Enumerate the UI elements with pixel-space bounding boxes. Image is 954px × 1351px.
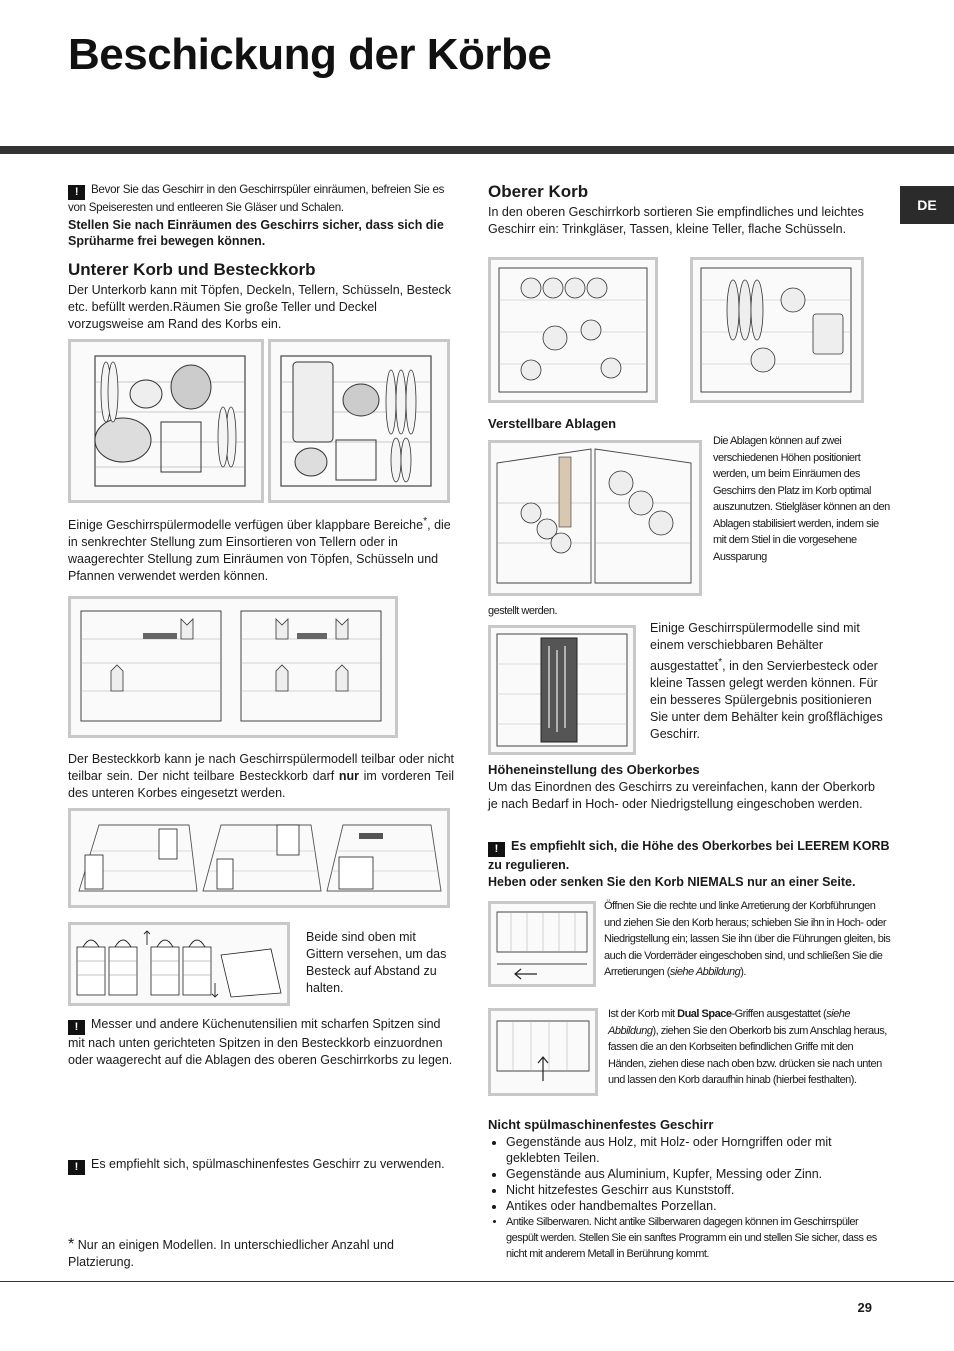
container-text-b: , in den Servierbesteck oder kleine Tassen gelegt werden können. Für ein besseres Spülergebnis positionieren Sie unter dem Behälter kein großflächiges Geschirr. <box>650 659 883 742</box>
knife-warning: Messer und andere Küchenutensilien mit scharfen Spitzen sind mit nach unten gerichteten Spitzen in den Besteckkorb einzuordnen oder waagerecht auf die Ablagen des oberen Geschirrkorbs zu legen. <box>68 1017 453 1067</box>
list-item: • Antikes oder handbemaltes Porzellan. <box>506 1198 888 1214</box>
cutlery-text-b: im vorderen Teil des unteren Korbes eingesetzt werden. <box>68 769 454 800</box>
intro-block <box>68 182 454 250</box>
warning-icon: ! <box>68 1160 85 1175</box>
dual-text-a: Ist der Korb mit <box>608 1008 678 1020</box>
container-text-block <box>650 620 890 743</box>
adjustable-shelves-image <box>488 440 702 596</box>
fold-section <box>68 513 454 585</box>
cutlery-text-a: Der Besteckkorb kann je nach Geschirrspülermodell teilbar oder nicht teilbar sein. Der nicht teilbare Besteckkorb darf <box>68 752 454 783</box>
shelves-text-end-block <box>488 603 688 620</box>
page-title: Beschickung der Körbe <box>68 30 552 79</box>
height-warning: Es empfiehlt sich, die Höhe des Oberkorbes bei LEEREM KORB zu regulieren. <box>488 839 890 872</box>
dual-bold: Dual Space <box>677 1008 732 1020</box>
grid-caption: Beide sind oben mit Gittern versehen, um das Besteck auf Abstand zu halten. <box>306 930 447 995</box>
footnote-star: * <box>68 1236 75 1253</box>
lower-basket-image-2 <box>268 339 450 503</box>
lower-basket-section <box>68 260 454 333</box>
height-warning-block <box>488 838 898 891</box>
upper-heading: Oberer Korb <box>488 182 589 201</box>
grid-caption-block <box>306 929 454 997</box>
page-number: 29 <box>857 1300 872 1315</box>
footnote-block <box>68 1236 454 1271</box>
height-heading: Höheneinstellung des Oberkorbes <box>488 762 700 777</box>
shelves-heading-block <box>488 416 888 431</box>
header-bar <box>0 146 954 154</box>
cutlery-basket-positions-image <box>68 808 450 908</box>
fold-text-a: Einige Geschirrspülermodelle verfügen über klappbare Bereiche <box>68 518 424 533</box>
upper-basket-section <box>488 182 888 238</box>
dual-text-block <box>608 1006 892 1089</box>
upper-text: In den oberen Geschirrkorb sortieren Sie empfindliches und leichtes Geschirr ein: Trinkgläser, Tassen, kleine Teller, flache Schüsseln. <box>488 205 864 236</box>
safe-warning-block <box>68 1156 454 1175</box>
list-item: • Nicht hitzefestes Geschirr aus Kunststoff. <box>506 1182 888 1198</box>
warning-icon: ! <box>68 185 85 200</box>
intro-bold: Stellen Sie nach Einräumen des Geschirrs sicher, dass sich die Sprüharme frei bewegen können. <box>68 217 444 248</box>
dual-italic: siehe Abbildung <box>608 1008 850 1037</box>
basket-rail-image <box>488 901 596 987</box>
intro-warning: Bevor Sie das Geschirr in den Geschirrspüler einräumen, befreien Sie es von Speiseresten und entleeren Sie Gläser und Schalen. <box>68 183 445 214</box>
height-warning-2: Heben oder senken Sie den Korb NIEMALS nur an einer Seite. <box>488 875 856 889</box>
shelves-text: Die Ablagen können auf zwei verschiedenen Höhen positioniert werden, um beim Einräumen des Geschirrs den Platz im Korb optimal auszunutzen. Stielgläser können an den Ablagen stabilisiert werden, indem sie mit dem Stiel in die vorgesehene Aussparung <box>713 435 890 563</box>
open-text-b: ). <box>740 966 746 978</box>
lower-heading: Unterer Korb und Besteckkorb <box>68 260 316 279</box>
shelves-text-block <box>713 433 891 565</box>
open-italic: siehe Abbildung <box>669 966 741 978</box>
upper-basket-image-2 <box>690 257 864 403</box>
warning-icon: ! <box>488 842 505 857</box>
notsafe-heading: Nicht spülmaschinenfestes Geschirr <box>488 1117 714 1132</box>
dual-text-c: ), ziehen Sie den Oberkorb bis zum Anschlag heraus, fassen die an den Korbseiten befindlichen Griffe mit den Händen, ziehen diese nach oben bzw. drücken sie nach unten und lassen den Korb daraufhin hinab (hierbei festhalten). <box>608 1024 887 1086</box>
dual-space-handle-image <box>488 1008 598 1096</box>
container-text-a: Einige Geschirrspülermodelle sind mit einem verschiebbaren Behälter ausgestattet <box>650 621 860 674</box>
not-safe-section <box>488 1117 888 1262</box>
footnote: Nur an einigen Modellen. In unterschiedlicher Anzahl und Platzierung. <box>68 1238 394 1269</box>
notsafe-list <box>488 1134 888 1262</box>
lower-basket-image-1 <box>68 339 264 503</box>
foldable-areas-image <box>68 596 398 738</box>
fold-star: * <box>423 516 428 527</box>
fold-text-b: , die in senkrechter Stellung zum Einsortieren von Tellern oder in waagerechter Stellung zum Einräumen von Töpfen, Schüsseln und Pfannen verwendet werden können. <box>68 518 451 584</box>
open-text-a: Öffnen Sie die rechte und linke Arretierung der Korbführungen und ziehen Sie den Korb heraus; schieben Sie ihn in Hoch- oder Niedrigstellung ein; lassen Sie ihn über die Führungen gleiten, bis auch die Vorderräder eingeschoben sind, und schließen Sie die Arretierungen ( <box>604 900 891 978</box>
lower-text: Der Unterkorb kann mit Töpfen, Deckeln, Tellern, Schüsseln, Besteck etc. befüllt werden.Räumen Sie große Teller und Deckel vorzugsweise am Rand des Korbs ein. <box>68 283 452 331</box>
sliding-container-image <box>488 625 636 755</box>
warning-icon: ! <box>68 1020 85 1035</box>
shelves-heading: Verstellbare Ablagen <box>488 416 617 431</box>
list-item: • Antike Silberwaren. Nicht antike Silberwaren dagegen können im Geschirrspüler gespült werden. Stellen Sie ein sanftes Programm ein und stellen Sie sicher, dass es nicht mit anderem Metall in Berührung kommt. <box>506 1214 888 1262</box>
cutlery-basket-grids-image <box>68 922 290 1006</box>
safe-warning: Es empfiehlt sich, spülmaschinenfestes Geschirr zu verwenden. <box>91 1157 445 1171</box>
dual-text-b: -Griffen ausgestattet ( <box>731 1008 827 1020</box>
shelves-text-end: gestellt werden. <box>488 605 558 617</box>
list-item: • Gegenstände aus Holz, mit Holz- oder Horngriffen oder mit geklebten Teilen. <box>506 1134 888 1166</box>
container-star: * <box>718 657 723 668</box>
knife-warning-block <box>68 1016 454 1069</box>
cutlery-bold: nur <box>338 769 359 783</box>
height-text: Um das Einordnen des Geschirrs zu vereinfachen, kann der Oberkorb je nach Bedarf in Hoch- oder Niedrigstellung eingeschoben werden. <box>488 780 875 811</box>
upper-basket-image-1 <box>488 257 658 403</box>
list-item: • Gegenstände aus Aluminium, Kupfer, Messing oder Zinn. <box>506 1166 888 1182</box>
open-text-block <box>604 898 892 981</box>
cutlery-section <box>68 751 454 802</box>
footer-line <box>0 1281 954 1282</box>
height-section <box>488 762 888 813</box>
language-tab: DE <box>900 186 954 224</box>
